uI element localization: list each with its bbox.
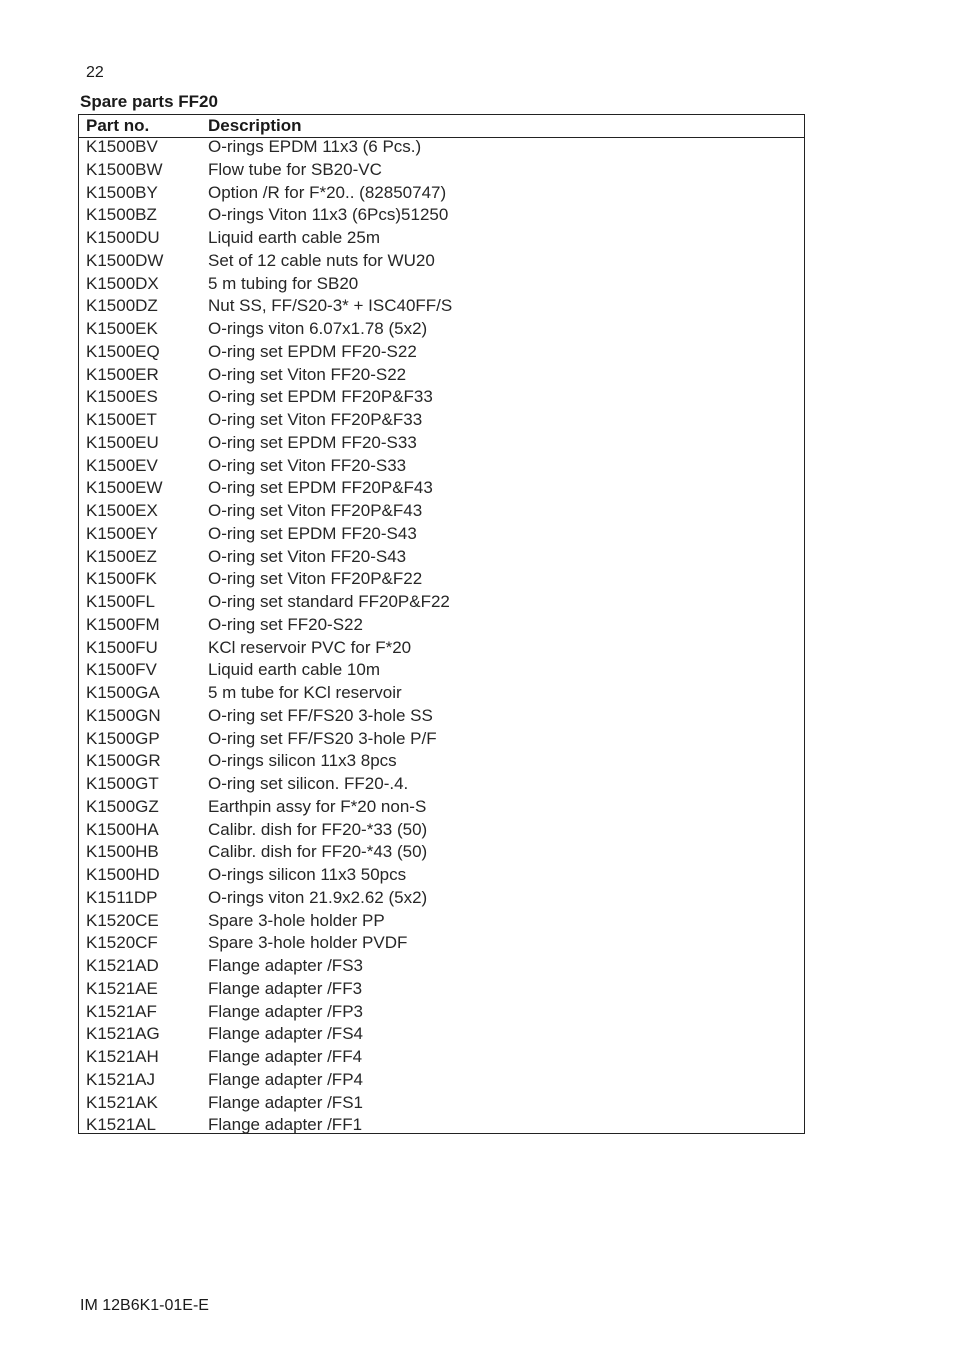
table-row	[79, 227, 804, 250]
description-cell: O-ring set EPDM FF20-S22	[208, 341, 417, 361]
section-title: Spare parts FF20	[80, 92, 218, 111]
table-row	[79, 523, 804, 546]
part-number-cell: K1500DU	[86, 228, 160, 247]
part-number-cell: K1500GR	[86, 751, 161, 771]
table-row	[79, 1092, 804, 1115]
part-number-cell: K1521AK	[86, 1092, 158, 1112]
table-row	[79, 477, 804, 500]
table-row	[79, 182, 804, 205]
description-cell: Flange adapter /FP4	[208, 1069, 363, 1089]
part-number-cell: K1500FU	[86, 637, 158, 657]
spare-parts-table	[78, 114, 805, 1134]
part-number-cell: K1500BW	[86, 159, 163, 179]
description-cell: O-ring set FF/FS20 3-hole SS	[208, 705, 433, 725]
table-row	[79, 1069, 804, 1092]
part-number-cell: K1500BY	[86, 182, 158, 202]
description-cell: O-rings EPDM 11x3 (6 Pcs.)	[208, 137, 422, 156]
table-row	[79, 750, 804, 773]
description-cell: Flange adapter /FF3	[208, 978, 363, 998]
description-cell: O-ring set Viton FF20P&F43	[208, 501, 423, 520]
description-cell: O-ring set Viton FF20P&F22	[208, 569, 423, 589]
description-cell: O-ring set Viton FF20-S43	[208, 546, 407, 566]
description-cell: O-ring set silicon. FF20-.4.	[208, 774, 409, 793]
part-number-cell: K1500BZ	[86, 205, 157, 225]
table-row	[79, 364, 804, 387]
part-number-cell: K1521AH	[86, 1047, 159, 1066]
description-cell: O-ring set EPDM FF20P&F43	[208, 478, 433, 498]
table-row	[79, 682, 804, 705]
part-number-cell: K1521AE	[86, 978, 158, 998]
table-row	[79, 864, 804, 887]
part-number-cell: K1500BV	[86, 137, 158, 156]
table-row	[79, 955, 804, 978]
table-row	[79, 159, 804, 182]
part-number-cell: K1500GA	[86, 683, 160, 702]
part-number-cell: K1521AD	[86, 956, 159, 975]
table-row	[79, 432, 804, 455]
table-row	[79, 614, 804, 637]
description-cell: Earthpin assy for F*20 non-S	[208, 796, 427, 816]
description-cell: O-rings viton 21.9x2.62 (5x2)	[208, 887, 428, 907]
header-description: Description	[208, 116, 302, 135]
description-cell: O-ring set Viton FF20-S22	[208, 364, 407, 384]
table-row	[79, 1114, 804, 1137]
description-cell: Nut SS, FF/S20-3* + ISC40FF/S	[208, 296, 453, 316]
description-cell: Liquid earth cable 25m	[208, 228, 381, 247]
description-cell: O-rings silicon 11x3 8pcs	[208, 751, 397, 771]
part-number-cell: K1500FK	[86, 569, 157, 589]
description-cell: Calibr. dish for FF20-*43 (50)	[208, 842, 428, 862]
description-cell: O-ring set Viton FF20P&F33	[208, 410, 423, 429]
table-row	[79, 659, 804, 682]
part-number-cell: K1500HA	[86, 819, 159, 839]
description-cell: O-ring set EPDM FF20-S43	[208, 523, 417, 543]
table-row	[79, 546, 804, 569]
part-number-cell: K1500EX	[86, 501, 158, 520]
part-number-cell: K1500FV	[86, 660, 157, 680]
description-cell: O-ring set Viton FF20-S33	[208, 455, 407, 475]
part-number-cell: K1500HD	[86, 865, 160, 884]
part-number-cell: K1500EK	[86, 319, 158, 338]
table-row	[79, 455, 804, 478]
table-row	[79, 341, 804, 364]
table-body	[79, 136, 804, 1137]
part-number-cell: K1521AL	[86, 1115, 156, 1135]
table-row	[79, 136, 804, 159]
table-row	[79, 409, 804, 432]
table-row	[79, 637, 804, 660]
part-number-cell: K1500ES	[86, 387, 158, 407]
description-cell: O-ring set FF/FS20 3-hole P/F	[208, 728, 437, 748]
description-cell: O-rings Viton 11x3 (6Pcs)51250	[208, 205, 449, 225]
part-number-cell: K1500GP	[86, 728, 160, 748]
table-row	[79, 386, 804, 409]
description-cell: Flange adapter /FS4	[208, 1024, 363, 1044]
table-row	[79, 796, 804, 819]
description-cell: Flow tube for SB20-VC	[208, 159, 382, 179]
description-cell: O-rings viton 6.07x1.78 (5x2)	[208, 319, 428, 338]
description-cell: Spare 3-hole holder PVDF	[208, 933, 408, 953]
description-cell: Flange adapter /FS3	[208, 956, 363, 975]
table-row	[79, 910, 804, 933]
description-cell: O-ring set EPDM FF20P&F33	[208, 387, 433, 407]
part-number-cell: K1500GZ	[86, 796, 159, 816]
table-row	[79, 728, 804, 751]
description-cell: O-ring set EPDM FF20-S33	[208, 432, 417, 452]
description-cell: Spare 3-hole holder PP	[208, 910, 385, 930]
table-row	[79, 1001, 804, 1024]
part-number-cell: K1500FL	[86, 592, 155, 611]
table-row	[79, 819, 804, 842]
table-row	[79, 204, 804, 227]
part-number-cell: K1521AJ	[86, 1069, 155, 1089]
part-number-cell: K1500ET	[86, 410, 157, 429]
table-row	[79, 1046, 804, 1069]
description-cell: O-ring set standard FF20P&F22	[208, 592, 450, 611]
part-number-cell: K1500EW	[86, 478, 163, 498]
part-number-cell: K1500FM	[86, 614, 160, 634]
table-row	[79, 887, 804, 910]
table-row	[79, 250, 804, 273]
part-number-cell: K1511DP	[86, 887, 158, 907]
description-cell: 5 m tubing for SB20	[208, 273, 359, 293]
table-row	[79, 1023, 804, 1046]
description-cell: Liquid earth cable 10m	[208, 660, 381, 680]
table-row	[79, 978, 804, 1001]
header-part-no: Part no.	[86, 116, 150, 135]
page-number: 22	[86, 64, 104, 81]
description-cell: Set of 12 cable nuts for WU20	[208, 250, 435, 270]
part-number-cell: K1500HB	[86, 842, 159, 862]
description-cell: KCl reservoir PVC for F*20	[208, 637, 412, 657]
part-number-cell: K1520CF	[86, 933, 158, 953]
part-number-cell: K1500DX	[86, 273, 159, 293]
part-number-cell: K1500EV	[86, 455, 158, 475]
part-number-cell: K1521AF	[86, 1001, 157, 1021]
part-number-cell: K1500EY	[86, 523, 158, 543]
part-number-cell: K1500GT	[86, 774, 159, 793]
part-number-cell: K1500DW	[86, 250, 164, 270]
part-number-cell: K1520CE	[86, 910, 159, 930]
description-cell: Flange adapter /FF4	[208, 1047, 363, 1066]
table-header	[79, 115, 804, 137]
part-number-cell: K1521AG	[86, 1024, 160, 1044]
description-cell: Option /R for F*20.. (82850747)	[208, 182, 447, 202]
description-cell: Flange adapter /FS1	[208, 1092, 363, 1112]
part-number-cell: K1500DZ	[86, 296, 158, 316]
description-cell: Calibr. dish for FF20-*33 (50)	[208, 819, 428, 839]
description-cell: Flange adapter /FP3	[208, 1001, 363, 1021]
description-cell: O-rings silicon 11x3 50pcs	[208, 865, 407, 884]
table-row	[79, 318, 804, 341]
part-number-cell: K1500ER	[86, 364, 159, 384]
document-id: IM 12B6K1-01E-E	[80, 1297, 209, 1314]
table-row	[79, 705, 804, 728]
description-cell: Flange adapter /FF1	[208, 1115, 363, 1135]
table-row	[79, 273, 804, 296]
table-row	[79, 295, 804, 318]
part-number-cell: K1500EU	[86, 432, 159, 452]
description-cell: 5 m tube for KCl reservoir	[208, 683, 402, 702]
table-row	[79, 932, 804, 955]
table-row	[79, 841, 804, 864]
table-row	[79, 500, 804, 523]
part-number-cell: K1500EQ	[86, 341, 160, 361]
part-number-cell: K1500GN	[86, 705, 161, 725]
table-row	[79, 568, 804, 591]
description-cell: O-ring set FF20-S22	[208, 614, 363, 634]
table-row	[79, 591, 804, 614]
table-row	[79, 773, 804, 796]
part-number-cell: K1500EZ	[86, 546, 157, 566]
